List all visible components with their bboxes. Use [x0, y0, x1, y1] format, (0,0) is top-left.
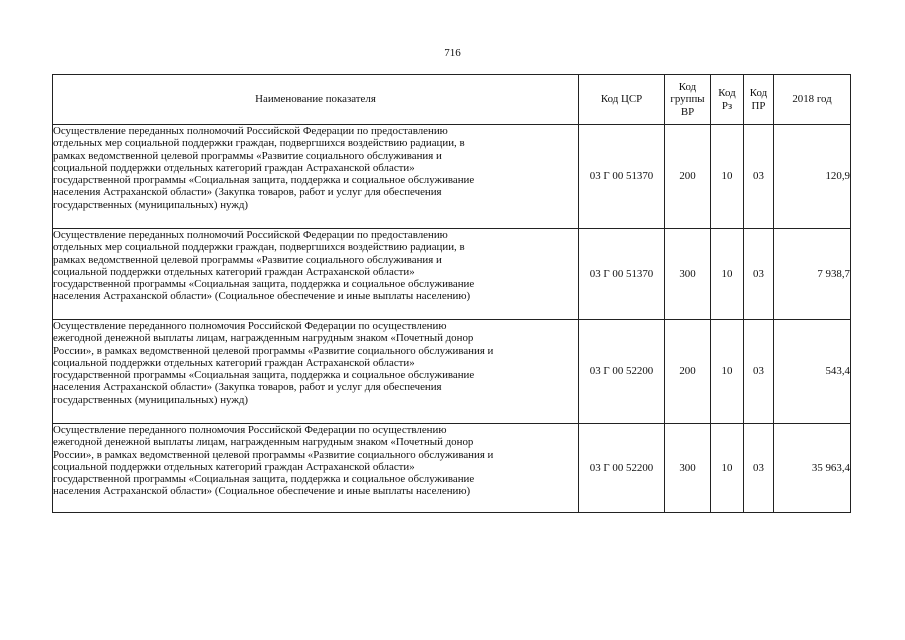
name-line: государственной программы «Социальная защита, поддержка и социальное обслуживание — [53, 278, 475, 291]
name-line: рамках ведомственной целевой программы «Развитие социального обслуживания и — [53, 253, 442, 266]
row-vr-cell: 300 — [665, 229, 711, 320]
row-pr-cell: 03 — [744, 424, 774, 513]
header-year: 2018 год — [774, 75, 851, 125]
name-line: Осуществление переданного полномочия Российской Федерации по осуществлению — [53, 424, 447, 436]
page-number: 716 — [444, 47, 461, 59]
header-rz — [711, 75, 744, 125]
budget-table — [52, 74, 851, 513]
row-vr-cell: 300 — [665, 424, 711, 513]
name-line: государственных (муниципальных) нужд) — [53, 198, 249, 211]
name-line: России», в рамках ведомственной целевой программы «Развитие социального обслуживания и — [53, 344, 494, 357]
header-vr-line: Код — [678, 80, 697, 93]
row-amount-cell: 7 938,7 — [774, 229, 851, 320]
row-amount-cell: 543,4 — [774, 320, 851, 424]
row-name-cell — [53, 125, 579, 229]
header-csr: Код ЦСР — [579, 75, 665, 125]
header-vr-line: группы — [670, 93, 705, 106]
row-rz-cell: 10 — [711, 320, 744, 424]
name-line: отдельных мер социальной поддержки граждан, подвергшихся воздействию радиации, в — [53, 137, 465, 150]
row-csr-cell: 03 Г 00 51370 — [579, 125, 665, 229]
row-vr-cell: 200 — [665, 125, 711, 229]
header-vr — [665, 75, 711, 125]
header-rz-line: Рз — [721, 99, 733, 112]
name-line: отдельных мер социальной поддержки граждан, подвергшихся воздействию радиации, в — [53, 241, 465, 254]
row-vr-cell: 200 — [665, 320, 711, 424]
header-pr-line: Код — [749, 87, 768, 99]
name-line: социальной поддержки отдельных категорий граждан Астраханской области» — [53, 265, 415, 278]
row-csr-cell: 03 Г 00 52200 — [579, 320, 665, 424]
header-name: Наименование показателя — [53, 75, 579, 125]
table-row — [53, 229, 851, 320]
table-header-row — [53, 75, 851, 125]
row-amount-cell: 35 963,4 — [774, 424, 851, 513]
name-line: Осуществление переданных полномочий Российской Федерации по предоставлению — [53, 229, 448, 241]
name-line: Осуществление переданных полномочий Российской Федерации по предоставлению — [53, 125, 448, 137]
table-row — [53, 320, 851, 424]
row-name-cell — [53, 424, 579, 513]
name-line: населения Астраханской области» (Закупка товаров, работ и услуг для обеспечения — [53, 381, 442, 394]
row-csr-cell: 03 Г 00 51370 — [579, 229, 665, 320]
row-pr-cell: 03 — [744, 229, 774, 320]
table-row — [53, 424, 851, 513]
row-rz-cell: 10 — [711, 424, 744, 513]
row-pr-cell: 03 — [744, 320, 774, 424]
row-name-cell — [53, 229, 579, 320]
row-amount-cell: 120,9 — [774, 125, 851, 229]
name-line: населения Астраханской области» (Закупка товаров, работ и услуг для обеспечения — [53, 186, 442, 199]
name-line: государственной программы «Социальная защита, поддержка и социальное обслуживание — [53, 473, 475, 486]
name-line: государственных (муниципальных) нужд) — [53, 393, 249, 406]
name-line: социальной поддержки отдельных категорий граждан Астраханской области» — [53, 161, 415, 174]
header-pr-line: ПР — [751, 99, 766, 112]
header-rz-line: Код — [718, 87, 736, 99]
name-line: населения Астраханской области» (Социальное обеспечение и иные выплаты населению) — [53, 290, 471, 303]
name-line: населения Астраханской области» (Социальное обеспечение и иные выплаты населению) — [53, 485, 471, 498]
name-line: социальной поддержки отдельных категорий граждан Астраханской области» — [53, 460, 415, 473]
name-line: России», в рамках ведомственной целевой программы «Развитие социального обслуживания и — [53, 448, 494, 461]
name-line: социальной поддержки отдельных категорий граждан Астраханской области» — [53, 356, 415, 369]
table-row — [53, 125, 851, 229]
row-csr-cell: 03 Г 00 52200 — [579, 424, 665, 513]
row-rz-cell: 10 — [711, 229, 744, 320]
header-vr-line: ВР — [680, 105, 695, 118]
name-line: рамках ведомственной целевой программы «Развитие социального обслуживания и — [53, 149, 442, 162]
name-line: государственной программы «Социальная защита, поддержка и социальное обслуживание — [53, 174, 475, 187]
header-pr — [744, 75, 774, 125]
row-rz-cell: 10 — [711, 125, 744, 229]
name-line: ежегодной денежной выплаты лицам, награжденным нагрудным знаком «Почетный донор — [53, 332, 474, 345]
name-line: государственной программы «Социальная защита, поддержка и социальное обслуживание — [53, 369, 475, 382]
name-line: Осуществление переданного полномочия Российской Федерации по осуществлению — [53, 320, 447, 332]
row-name-cell — [53, 320, 579, 424]
row-pr-cell: 03 — [744, 125, 774, 229]
name-line: ежегодной денежной выплаты лицам, награжденным нагрудным знаком «Почетный донор — [53, 436, 474, 449]
